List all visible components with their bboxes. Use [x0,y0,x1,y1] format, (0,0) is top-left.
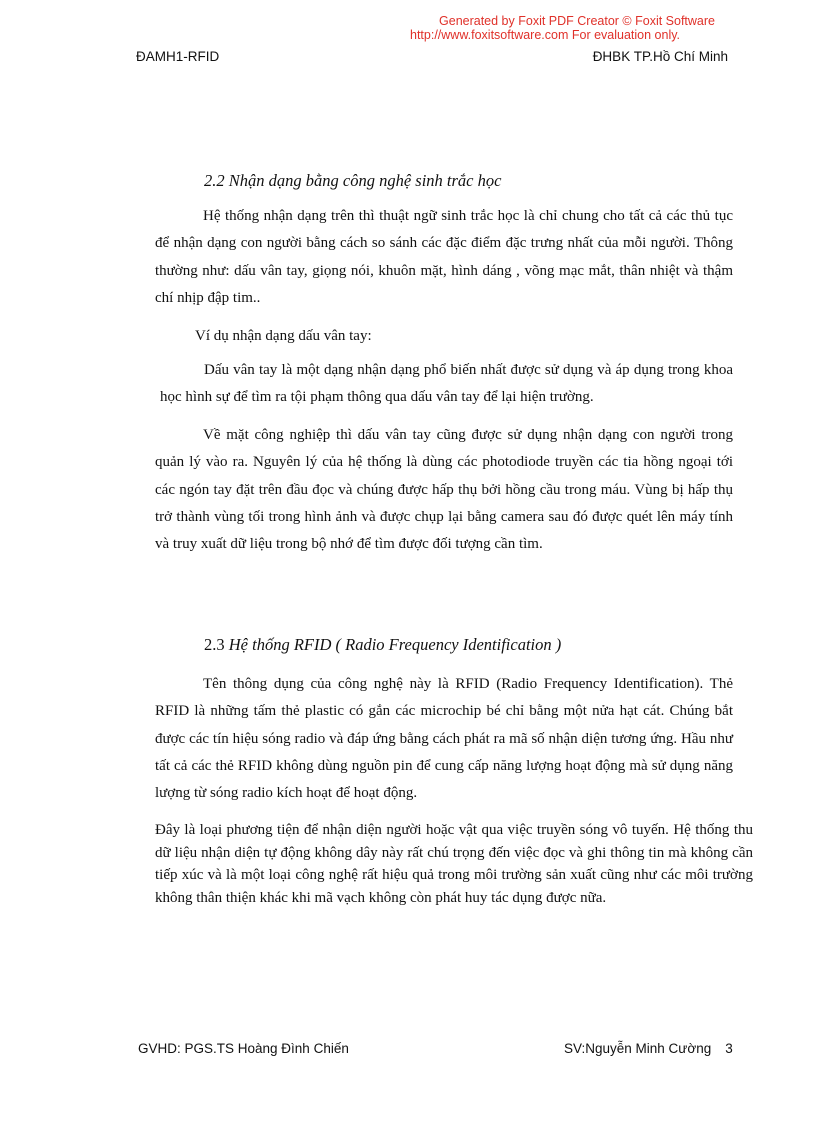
page-number: 3 [725,1041,733,1056]
watermark-line-1: Generated by Foxit PDF Creator © Foxit Software [439,14,715,28]
header-right: ĐHBK TP.Hồ Chí Minh [592,49,728,64]
footer-advisor: GVHD: PGS.TS Hoàng Đình Chiến [138,1041,349,1056]
watermark-line-2: http://www.foxitsoftware.com For evaluation only. [410,28,681,42]
section-2-3-heading [204,635,561,655]
section-2-2-paragraph-2: Ví dụ nhận dạng dấu vân tay: [195,328,372,344]
section-2-2-paragraph-3: Dấu vân tay là một dạng nhận dạng phổ biến nhất được sử dụng và áp dụng trong khoa học hình sự để tìm ra tội phạm thông qua dấu vân tay để lại hiện trường. [160,362,733,406]
footer-student-name: SV:Nguyễn Minh Cường [564,1041,712,1056]
section-2-2-paragraph-1: Hệ thống nhận dạng trên thì thuật ngữ sinh trắc học là chỉ chung cho tất cả các thủ tục để nhận dạng con người bằng cách so sánh các đặc điểm đặc trưng nhất của mỗi người. Thông thường như: dấu vân tay, giọng nói, khuôn mặt, hình dáng , võng mạc mắt, thân nhiệt và thậm chí nhịp đập tim.. [155,208,733,306]
section-2-2-heading: 2.2 Nhận dạng bằng công nghệ sinh trắc học [204,171,502,190]
section-2-2-paragraph-4: Về mặt công nghiệp thì dấu vân tay cũng được sử dụng nhận dạng con người trong quản lý vào ra. Nguyên lý của hệ thống là dùng các photodiode truyền các tia hồng ngoại tới các ngón tay đặt trên đầu đọc và chúng được hấp thụ bởi hồng cầu trong máu. Vùng bị hấp thụ trở thành vùng tối trong hình ảnh và được chụp lại bằng camera sau đó được quét lên máy tính và truy xuất dữ liệu trong bộ nhớ để tìm được đối tượng cần tìm. [155,427,733,553]
section-2-3-paragraph-2: Đây là loại phương tiện để nhận diện người hoặc vật qua việc truyền sóng vô tuyến. Hệ thống thu dữ liệu nhận diện tự động không dây này rất chú trọng đến việc đọc và ghi thông tin mà không cần tiếp xúc và là một loại công nghệ rất hiệu quả trong môi trường sản xuất cũng như các môi trường không thân thiện khác khi mã vạch không còn phát huy tác dụng được nữa. [155,822,753,906]
section-2-3-paragraph-1: Tên thông dụng của công nghệ này là RFID (Radio Frequency Identification). Thẻ RFID là những tấm thẻ plastic có gắn các microchip bé chỉ bằng một nửa hạt cát. Chúng bắt được các tín hiệu sóng radio và đáp ứng bằng cách phát ra mã số nhận diện tương ứng. Hầu như tất cả các thẻ RFID không dùng nguồn pin để cung cấp năng lượng hoạt động mà sử dụng năng lượng từ sóng radio kích hoạt để hoạt động. [155,676,733,802]
header-left: ĐAMH1-RFID [136,49,220,64]
section-2-3-number: 2.3 [204,635,225,654]
evaluation-watermark [410,14,715,42]
section-2-3-title: Hệ thống RFID ( Radio Frequency Identification ) [228,635,562,654]
footer-student [564,1041,733,1056]
